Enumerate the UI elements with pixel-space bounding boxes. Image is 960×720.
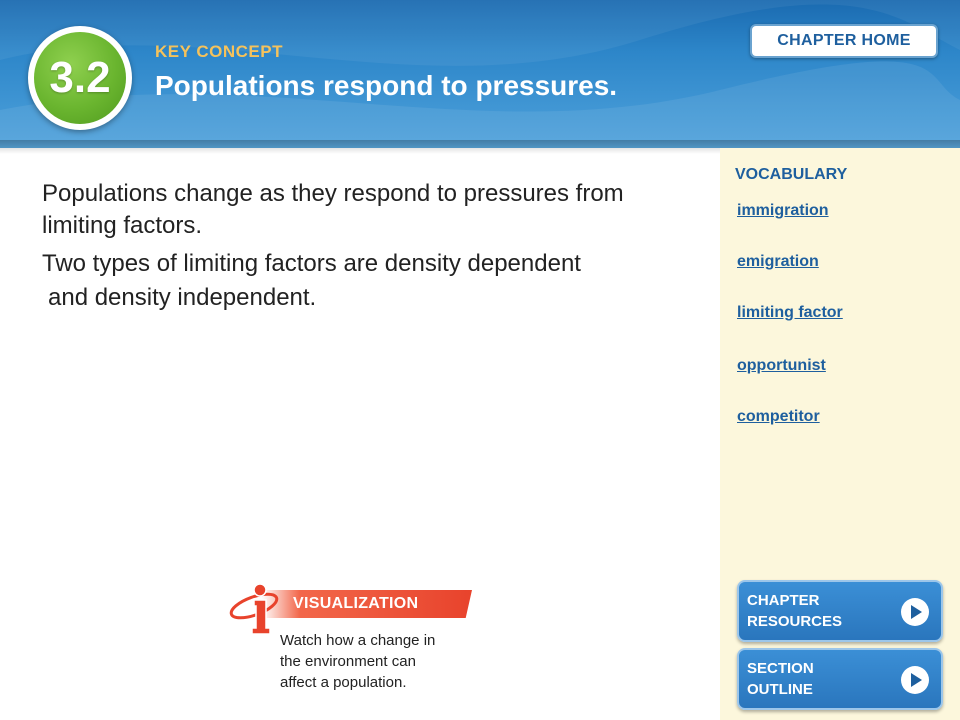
chapter-resources-label-line-1: CHAPTER bbox=[747, 592, 820, 609]
vocab-link-limiting-factor[interactable]: limiting factor bbox=[737, 304, 843, 321]
vocab-link-competitor[interactable]: competitor bbox=[737, 408, 820, 425]
visualization-desc-line-3: affect a population. bbox=[280, 674, 407, 691]
chapter-home-button[interactable]: CHAPTER HOME bbox=[750, 24, 938, 58]
info-i-icon[interactable] bbox=[228, 578, 288, 638]
page-title: Populations respond to pressures. bbox=[155, 70, 618, 101]
body-paragraph-1-line-2: limiting factors. bbox=[42, 212, 203, 239]
key-concept-label: KEY CONCEPT bbox=[155, 42, 283, 61]
play-arrow-icon[interactable] bbox=[901, 666, 929, 694]
section-number: 3.2 bbox=[49, 53, 111, 102]
section-badge bbox=[34, 32, 126, 124]
chapter-resources-button[interactable] bbox=[737, 580, 943, 642]
section-outline-label bbox=[747, 658, 814, 700]
section-outline-label-line-1: SECTION bbox=[747, 660, 814, 677]
vocab-link-emigration[interactable]: emigration bbox=[737, 253, 819, 270]
body-paragraph-2-line-1: Two types of limiting factors are density dependent bbox=[42, 250, 581, 277]
visualization-description bbox=[280, 630, 490, 693]
visualization-desc-line-1: Watch how a change in bbox=[280, 632, 436, 649]
chapter-resources-label bbox=[747, 590, 842, 632]
section-outline-button[interactable] bbox=[737, 648, 943, 710]
body-paragraph-1-line-1: Populations change as they respond to pressures from bbox=[42, 180, 624, 207]
vocabulary-title: VOCABULARY bbox=[735, 166, 848, 183]
play-arrow-icon[interactable] bbox=[901, 598, 929, 626]
chapter-resources-label-line-2: RESOURCES bbox=[747, 613, 843, 630]
visualization-desc-line-2: the environment can bbox=[280, 653, 416, 670]
vocab-link-immigration[interactable]: immigration bbox=[737, 202, 829, 219]
visualization-label[interactable]: VISUALIZATION bbox=[293, 595, 419, 612]
vocab-link-opportunist[interactable]: opportunist bbox=[737, 357, 826, 374]
body-paragraph-2-line-2: and density independent. bbox=[48, 284, 317, 311]
section-outline-label-line-2: OUTLINE bbox=[747, 681, 813, 698]
